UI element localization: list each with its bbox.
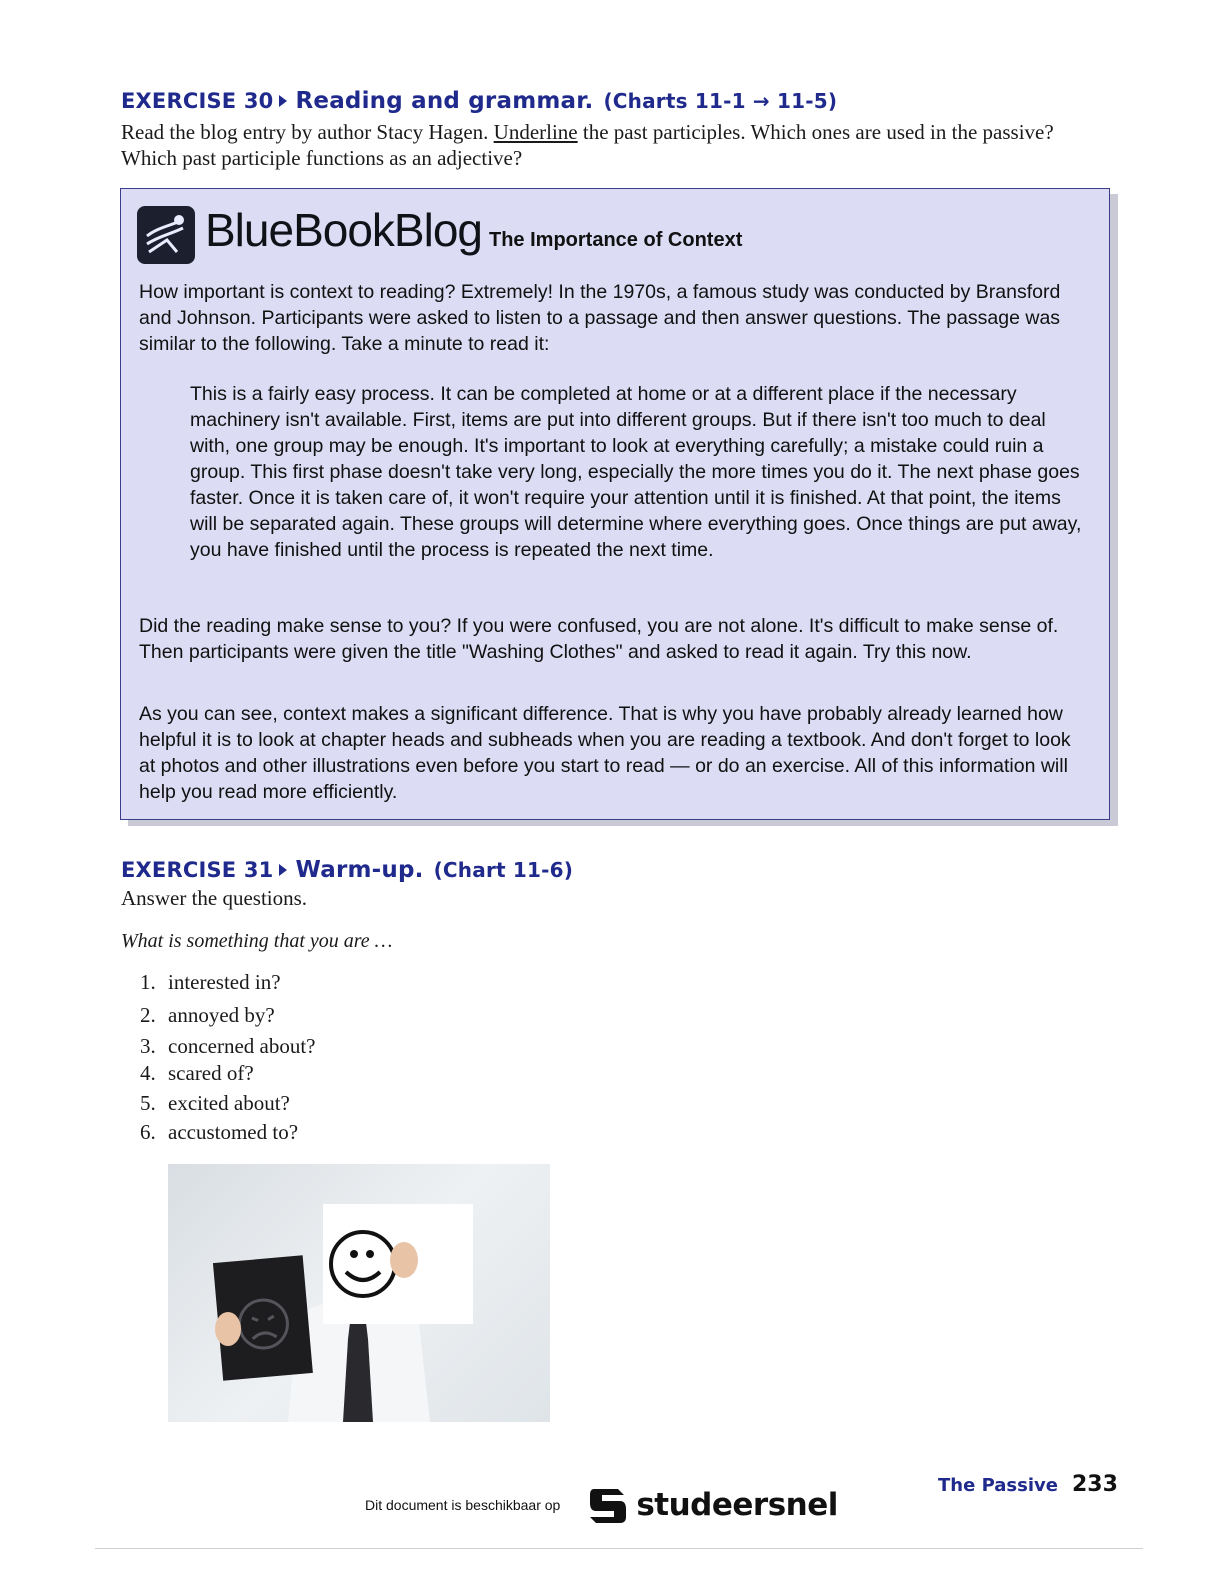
exercise-30-title: Reading and grammar. <box>295 88 594 114</box>
exercise-31-label: EXERCISE 31 <box>121 858 274 882</box>
instructions-underline-word: Underline <box>493 120 578 144</box>
studeersnel-brand-name[interactable]: studeersnel <box>636 1487 838 1523</box>
exercise-31-title: Warm-up. <box>295 857 424 883</box>
bottom-divider <box>95 1548 1143 1549</box>
exercise-30-chart-ref: (Charts 11-1 → 11-5) <box>603 89 838 113</box>
item-text: scared of? <box>168 1061 254 1085</box>
blog-logo-icon <box>137 206 195 264</box>
blog-entry-box <box>120 188 1110 820</box>
exercise-30-heading <box>121 88 837 114</box>
list-item <box>140 970 281 995</box>
blog-paragraph-1: How important is context to reading? Extremely! In the 1970s, a famous study was conducted by Bransford and Johnson. Participants were asked to listen to a passage and then answer questions. The passage was similar to the following. Take a minute to read it: <box>139 281 1061 355</box>
item-number: 2. <box>140 1003 156 1027</box>
item-number: 5. <box>140 1091 156 1115</box>
studeersnel-logo-icon <box>584 1481 632 1529</box>
running-footer <box>938 1472 1118 1497</box>
item-text: interested in? <box>168 970 281 994</box>
blog-paragraph-3: As you can see, context makes a significant difference. That is why you have probably already learned how helpful it is to look at chapter heads and subheads when you are reading a textbook. And don't forget to look at photos and other illustrations even before you start to read — or do an exercise. All of this information will help you read more efficiently. <box>139 703 1071 803</box>
studeersnel-footer <box>365 1475 905 1535</box>
list-item <box>140 1120 298 1145</box>
exercise-31-instructions: Answer the questions. <box>121 886 308 910</box>
chapter-title: The Passive <box>938 1475 1058 1496</box>
exercise-31-lead-in: What is something that you are … <box>121 930 393 952</box>
blog-paragraph-2: Did the reading make sense to you? If you were confused, you are not alone. It's difficult to make sense of. Then participants were given the title "Washing Clothes" and asked to read it again. Try this now. <box>139 615 1059 663</box>
exercise-30-label: EXERCISE 30 <box>121 89 274 113</box>
item-number: 4. <box>140 1061 156 1085</box>
page-number: 233 <box>1071 1472 1118 1497</box>
item-number: 1. <box>140 970 156 994</box>
item-text: concerned about? <box>168 1034 316 1058</box>
blog-name: BlueBookBlog <box>205 204 482 256</box>
list-item <box>140 1091 290 1116</box>
play-triangle-icon <box>279 864 287 876</box>
list-item <box>140 1061 254 1086</box>
blog-post-title: The Importance of Context <box>489 229 743 251</box>
instructions-part-2: the past participles. Which ones are used in the passive? Which past participle functions as an adjective? <box>121 120 1054 170</box>
item-number: 6. <box>140 1120 156 1144</box>
exercise-30-instructions <box>121 119 1111 171</box>
list-item <box>140 1034 316 1059</box>
blog-quoted-passage: This is a fairly easy process. It can be completed at home or at a different place if the necessary machinery isn't available. First, items are put into different groups. But if there isn't too much to deal with, one group may be enough. It's important to look at everything carefully; a mistake could ruin a group. This first phase doesn't take very long, especially the more times you do it. The next phase goes faster. Once it is taken care of, it won't require your attention until it is finished. At that point, the items will be separated again. These groups will determine where everything goes. Once things are put away, you have finished until the process is repeated the next time. <box>190 383 1082 561</box>
man-with-emotion-signs-image <box>168 1164 550 1422</box>
play-triangle-icon <box>279 95 287 107</box>
instructions-part-1: Read the blog entry by author Stacy Hagen. <box>121 120 494 144</box>
exercise-31-chart-ref: (Chart 11-6) <box>433 858 574 882</box>
list-item <box>140 1003 275 1028</box>
availability-text: Dit document is beschikbaar op <box>365 1497 561 1513</box>
item-text: accustomed to? <box>168 1120 299 1144</box>
exercise-31-heading <box>121 857 573 883</box>
item-number: 3. <box>140 1034 156 1058</box>
item-text: annoyed by? <box>168 1003 275 1027</box>
illustration-photo <box>168 1164 550 1422</box>
item-text: excited about? <box>168 1091 290 1115</box>
